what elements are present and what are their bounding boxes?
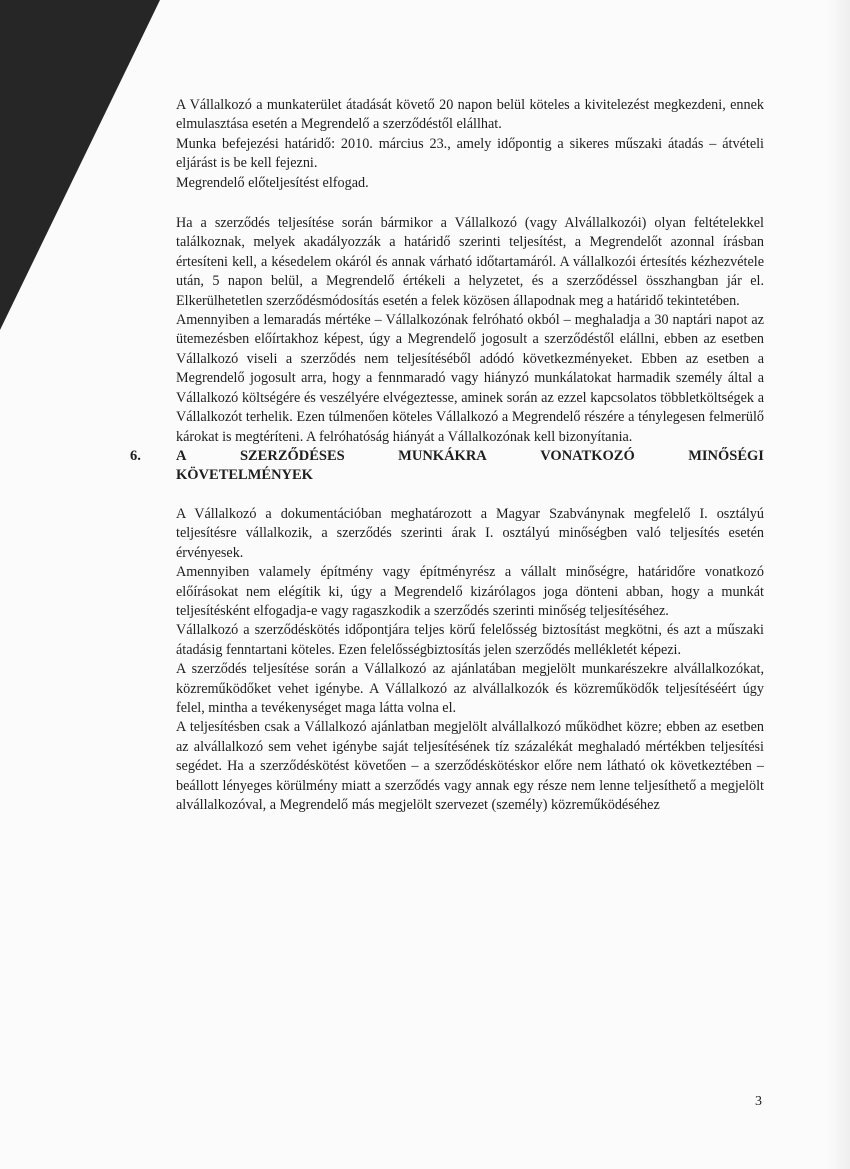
deadline-block (176, 96, 764, 193)
paragraph-subcontractor-limits: A teljesítésben csak a Vállalkozó ajánlatban megjelölt alvállalkozó működhet közre; ebben az esetben az alvállalkozó sem vehet igénybe saját teljesítésének tíz százalékát meghaladó mértékben teljesítési segédet. Ha a szerződéskötést követően – a szerződéskötéskor előre nem látható ok következtében – beállott lényeges körülmény miatt a szerződés vagy annak egy része nem lenne teljesíthető a megjelölt alvállalkozóval, a Megrendelő más megjelölt szervezet (személy) közreműködéséhez (176, 719, 764, 813)
paragraph-delay-consequences: Amennyiben a lemaradás mértéke – Vállalkozónak felróható okból – meghaladja a 30 naptári napot az ütemezésben előírtakhoz képest, úgy a Megrendelő jogosult a szerződéstől elállni, ebben az esetben Vállalkozó viseli a szerződés nem teljesítéséből adódó következményeket. Ebben az esetben a Megrendelő jogosult arra, hogy a fennmaradó vagy hiányzó munkálatokat harmadik személy által a Vállalkozó költségére és veszélyére elvégeztesse, aminek során az ezzel kapcsolatos többletköltségek a Vállalkozót terhelik. Ezen túlmenően köteles Vállalkozó a Megrendelő részére a ténylegesen felmerülő károkat is megtéríteni. A felróhatóság hiányát a Vállalkozónak kell bizonyítania. (176, 312, 764, 445)
section-title-word: MINŐSÉGI (688, 447, 764, 464)
scan-edge-shadow (826, 0, 850, 1169)
section-title-word: SZERZŐDÉSES (239, 447, 345, 464)
section-title-word: VONATKOZÓ (540, 447, 635, 464)
section-title (176, 447, 764, 485)
paragraph-liability-insurance: Vállalkozó a szerződéskötés időpontjára teljes körű felelősség biztosítást megkötni, és azt a műszaki átadásig fenntartani köteles. Ezen felelősségbiztosítás jelen szerződés mellékletét képezi. (176, 622, 764, 658)
paragraph-completion-deadline: Munka befejezési határidő: 2010. március 23., amely időpontig a sikeres műszaki átadás – átvételi eljárást is be kell fejezni. (176, 135, 764, 172)
section-number: 6. (130, 447, 141, 464)
section-heading (130, 447, 764, 485)
paragraph-early-completion: Megrendelő előteljesítést elfogad. (176, 174, 369, 191)
paragraph-subcontractors: A szerződés teljesítése során a Vállalkozó az ajánlatában megjelölt munkarészekre alvállalkozókat, közreműködőket vehet igénybe. A Vállalkozó az alvállalkozók és közreműködők teljesítéséért úgy felel, mintha a tevékenységet maga látta volna el. (176, 661, 764, 716)
paragraph-delay-notification: Ha a szerződés teljesítése során bármikor a Vállalkozó (vagy Alvállalkozói) olyan feltételekkel találkoznak, melyek akadályozzák a határidő szerinti teljesítést, a Megrendelőt azonnal írásban értesíteni kell, a késedelem okáról és annak várható időtartamáról. A vállalkozói értesítés kézhezvétele után, 5 napon belül, a Megrendelő értékeli a helyzetet, és a szerződéssel összhangban jár el. Elkerülhetetlen szerződésmódosítás esetén a felek közösen állapodnak meg a határidő tekintetében. (176, 215, 764, 309)
section-title-word: MUNKÁKRA (398, 447, 487, 464)
paragraph-start-deadline: A Vállalkozó a munkaterület átadását követő 20 napon belül köteles a kivitelezést megkezdeni, ennek elmulasztása esetén a Megrendelő a szerződéstől elállhat. (176, 97, 764, 133)
section-title-line-2: KÖVETELMÉNYEK (176, 466, 313, 483)
section-title-line-1 (176, 447, 764, 466)
page-number: 3 (755, 1094, 762, 1109)
paragraph-quality-deviation: Amennyiben valamely építmény vagy építményrész a vállalt minőségre, határidőre vonatkozó előírásokat nem elégítik ki, úgy a Megrendelő kizárólagos joga dönteni abban, hogy a munkát teljesítésként elfogadja-e vagy ragaszkodik a szerződés szerinti minőség teljesítéséhez. (176, 564, 764, 619)
paragraph-quality-class: A Vállalkozó a dokumentációban meghatározott a Magyar Szabványnak megfelelő I. osztályú teljesítésre vállalkozik, a szerződés szerinti árak I. osztályú minőségben való teljesítés esetén érvényesek. (176, 505, 764, 561)
section-title-word: A (176, 447, 187, 464)
page-content (130, 96, 764, 815)
